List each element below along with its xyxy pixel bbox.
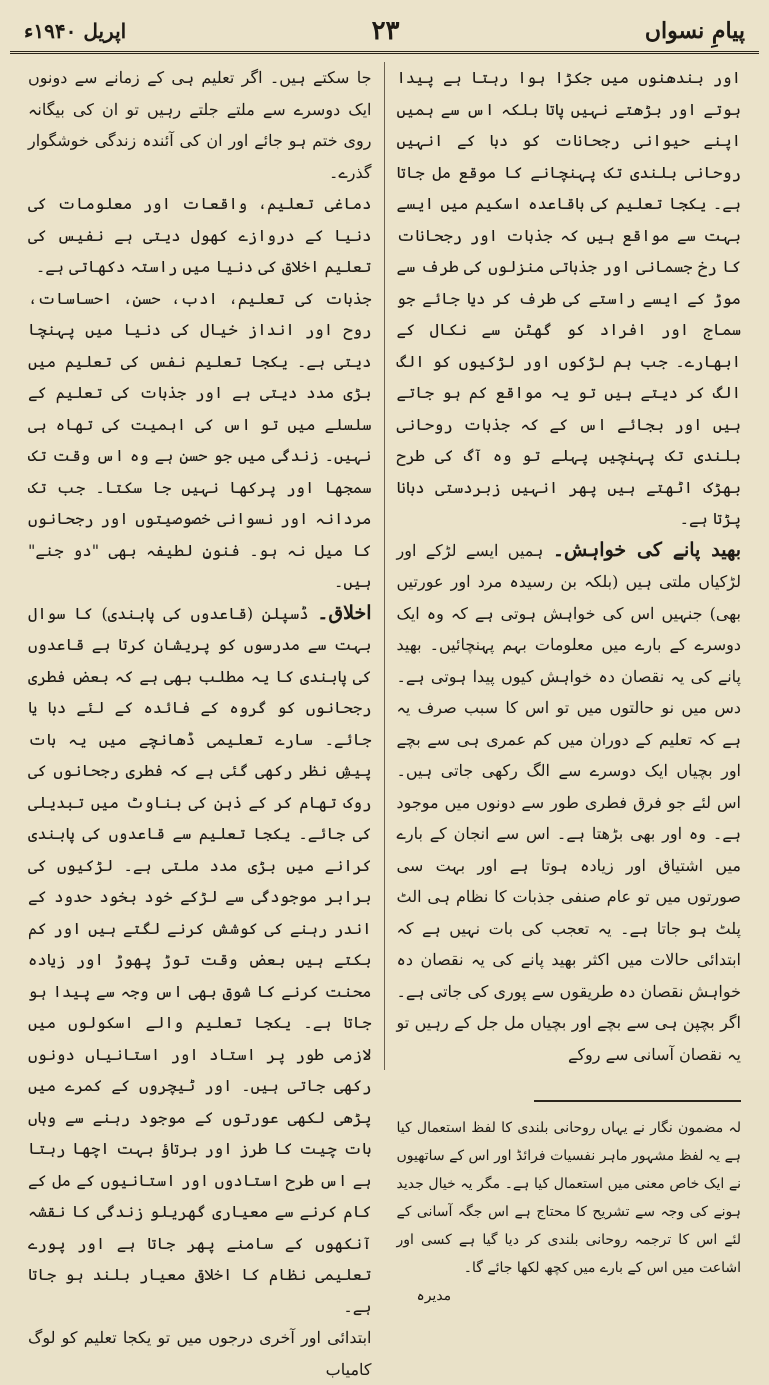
footnote-editor: مدیرہ (416, 1288, 452, 1304)
footnote (397, 1114, 742, 1310)
footnote-text: لہ مضمون نگار نے یہاں روحانی بلندی کا لفظ استعمال کیا ہے یہ لفظ مشہور ماہر نفسیات فرائڈ اور اس کے ساتھیوں نے ایک خاص معنی میں استعمال کیا ہے۔ مگر یہ خیال جدید ہونے کی وجہ سے تشریح کا محتاج ہے اس جگہ آسانی کے لئے اس کا ترجمہ روحانی بلندی کر دیا گیا ہے کسی اور اشاعت میں اس کے بارے میں کچھ لکھا جائے گا۔ (396, 1120, 741, 1276)
page-header (10, 10, 759, 54)
right-column (385, 62, 748, 1304)
left-column (22, 62, 385, 1379)
text-columns (22, 62, 747, 1379)
paragraph-text: ہمیں ایسے لڑکے اور لڑکیاں ملتی ہیں (بلکہ بن رسیدہ مرد اور عورتیں بھی) جنہیں اس کی خواہش ہوتی ہے کہ وہ ایک دوسرے کے بارے میں معلومات بہم پہنچائیں۔ بھید پانے کی یہ نقصان دہ خواہش کیوں پیدا ہوتی ہے۔ دس میں نو حالتوں میں تو اس کا سبب صرف یہ ہے کہ تعلیم کے دوران میں کم عمری ہی سے بچے اور بچیاں ایک دوسرے سے الگ رکھی جاتی ہیں۔ اس لئے جو فرق فطری طور سے دونوں میں موجود ہے۔ وہ اور بھی بڑھتا ہے۔ اس سے انجان کے بارے میں اشتیاق اور زیادہ ہوتا ہے اور بہت سی صورتوں میں تو عام صنفی جذبات کا نظام ہی الٹ پلٹ ہو جاتا ہے۔ یہ تعجب کی بات نہیں ہے کہ ابتدائی حالات میں اکثر بھید پانے کی یہ نقصان دہ خواہش نقصان دہ طریقوں سے پوری کی جاتی ہے۔ اگر بچپن ہی سے بچے اور بچیاں مل جل کے رہیں تو یہ نقصان آسانی سے روکے (396, 540, 741, 1064)
header-date: اپریل ۱۹۴۰ء (24, 18, 127, 43)
page-number: ۲۳ (371, 15, 400, 46)
paragraph: ابتدائی اور آخری درجوں میں تو یکجا تعلیم کو لوگ کامیاب (28, 1328, 372, 1379)
paragraph: جذبات کی تعلیم، ادب، حسن، احساسات، روح اور انداز خیال کی دنیا میں پہنچا دیتی ہے۔ یکجا تعلیم نفس کی تعلیم میں بڑی مدد دیتی ہے اور جذبات کی تعلیم کے سلسلے میں تو اس کی اہمیت کی تھاہ ہی نہیں۔ زندگی میں جو حسن ہے وہ اس وقت تک سمجھا اور پرکھا نہیں جا سکتا۔ جب تک مردانہ اور نسوانی خصوصیتوں اور رجحانوں کا میل نہ ہو۔ فنونِ لطیفہ بھی "دو جنے" ہیں۔ (28, 288, 372, 591)
paragraph: جا سکتے ہیں۔ اگر تعلیم ہی کے زمانے سے دونوں ایک دوسرے سے ملتے جلتے رہیں تو ان کی بیگانہ روی ختم ہو جائے اور ان کی آئندہ زندگی خوشگوار گذرے۔ (28, 68, 372, 182)
paragraph: دماغی تعلیم، واقعات اور معلومات کی دنیا کے دروازے کھول دیتی ہے نفیس کی تعلیم اخلاق کی دنیا میں راستہ دکھاتی ہے۔ (28, 194, 372, 276)
section-heading-ethics: اخلاق۔ (317, 601, 372, 624)
footnote-divider (534, 1100, 741, 1102)
paragraph: اور بندھنوں میں جکڑا ہوا رہتا ہے پیدا ہوتے اور بڑھتے نہیں پاتا بلکہ اس سے ہمیں اپنے حیوانی رجحانات کو دبا کے انہیں روحانی بلندی تک پہنچانے کا موقع مل جاتا ہے۔ یکجا تعلیم کی باقاعدہ اسکیم میں ایسے بہت سے مواقع ہیں کہ جذبات اور رجحانات کا رخ جسمانی اور جذباتی منزلوں کی طرف سے موڑ کے ایسے راستے کی طرف کر دیا جائے جو سماج اور افراد کو گھٹن سے نکال کے ابھارے۔ جب ہم لڑکوں اور لڑکیوں کو الگ الگ کر دیتے ہیں تو یہ مواقع کم ہو جاتے ہیں اور بجائے اس کے کہ جذبات روحانی بلندی تک پہنچیں پہلے تو وہ آگ کی طرح بھڑک اٹھتے ہیں پھر انہیں زبردستی دبانا پڑتا ہے۔ (396, 68, 741, 528)
magazine-title: پیامِ نسواں (644, 17, 745, 44)
paragraph-text: ڈسپلن (قاعدوں کی پابندی) کا سوال بہت سے مدرسوں کو پریشان کرتا ہے قاعدوں کی پابندی کا یہ مطلب بھی ہے کہ بعض فطری رجحانوں کو گروہ کے فائدہ کے لئے دبا یا جائے۔ سارے تعلیمی ڈھانچے میں یہ بات پیشِ نظر رکھی گئی ہے کہ فطری رجحانوں کی روک تھام کر کے ذہن کی بناوٹ میں تبدیلی کی جائے۔ یکجا تعلیم سے قاعدوں کی پابندی کرانے میں بڑی مدد ملتی ہے۔ لڑکیوں کی برابر موجودگی سے لڑکے خود بخود حدود کے اندر رہنے کی کوشش کرنے لگتے ہیں اور کم بکتے ہیں بعض وقت توڑ پھوڑ اور زیادہ محنت کرنے کا شوق بھی اس وجہ سے پیدا ہو جاتا ہے۔ یکجا تعلیم والے اسکولوں میں لازمی طور پر استاد اور استانیاں دونوں رکھی جاتی ہیں۔ اور ٹیچروں کے کمرے میں پڑھی لکھی عورتوں کے موجود رہنے سے وہاں بات چیت کا طرز اور برتاؤ بہت اچھا رہتا ہے اس طرح استادوں اور استانیوں کے مل کے کام کرنے سے معیاری گھریلو زندگی کا نقشہ آنکھوں کے سامنے پھر جاتا ہے اور پورے تعلیمی نظام کا اخلاقی معیار بلند ہو جاتا ہے۔ (28, 603, 372, 1316)
paragraph-with-heading (397, 535, 742, 1071)
section-heading-curiosity: بھید پانے کی خواہش۔ (552, 538, 742, 561)
paragraph-with-heading (28, 598, 372, 1323)
